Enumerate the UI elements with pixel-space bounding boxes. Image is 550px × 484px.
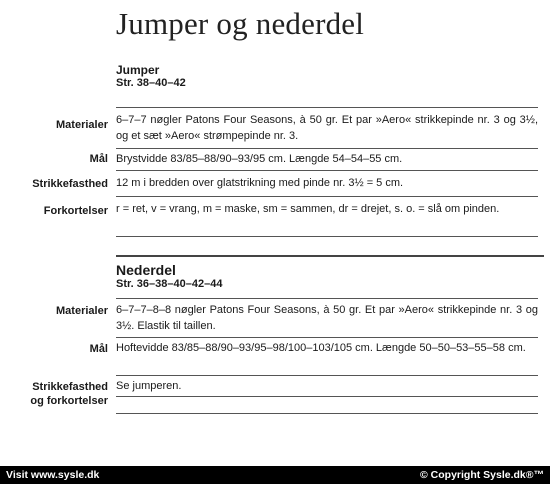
row-value: 12 m i bredden over glatstrikning med pinde nr. 3½ = 5 cm. [116,177,404,189]
row-label: Strikkefasthed [32,178,108,190]
row-label: Mål [89,343,108,355]
nederdel-sizes: Str. 36–38–40–42–44 [116,278,223,290]
page-title: Jumper og nederdel [116,6,365,41]
divider [116,396,538,397]
row-value: Se jumperen. [116,380,182,392]
row-label [30,380,108,408]
footer-site-link[interactable]: Visit www.sysle.dk [6,469,100,481]
footer-copyright: © Copyright Sysle.dk®™ [420,469,544,481]
divider [116,375,538,376]
row-label-line: og forkortelser [30,395,108,407]
row-value: 6–7–7–8–8 nøgler Patons Four Seasons, à 50 gr. Et par »Aero« strikkepinde nr. 3 og 3½. Elastik til taillen. [116,304,538,332]
divider [116,148,538,149]
jumper-sizes: Str. 38–40–42 [116,77,186,89]
divider [116,107,538,108]
row-label: Materialer [56,305,108,317]
jumper-heading: Jumper [116,63,160,77]
row-label: Materialer [56,119,108,131]
row-value: Hoftevidde 83/85–88/90–93/95–98/100–103/105 cm. Længde 50–50–53–55–58 cm. [116,342,526,354]
row-label: Forkortelser [43,205,108,217]
row-label: Mål [89,153,108,165]
divider [116,298,538,299]
divider [116,170,538,171]
row-value: Brystvidde 83/85–88/90–93/95 cm. Længde 54–54–55 cm. [116,153,403,165]
row-label-line: Strikkefasthed [32,381,108,393]
section-separator [116,255,544,257]
nederdel-heading: Nederdel [116,262,176,278]
divider [116,236,538,237]
nederdel-section-header [116,262,222,290]
divider [116,413,538,414]
divider [116,196,538,197]
divider [116,337,538,338]
row-value: 6–7–7 nøgler Patons Four Seasons, à 50 gr. Et par »Aero« strikkepinde nr. 3 og 3½, og et sæt »Aero« strømpepinde nr. 3. [116,114,538,142]
footer-bar [0,466,550,484]
jumper-section-header [116,63,186,89]
row-value: r = ret, v = vrang, m = maske, sm = sammen, dr = drejet, s. o. = slå om pinden. [116,203,500,215]
